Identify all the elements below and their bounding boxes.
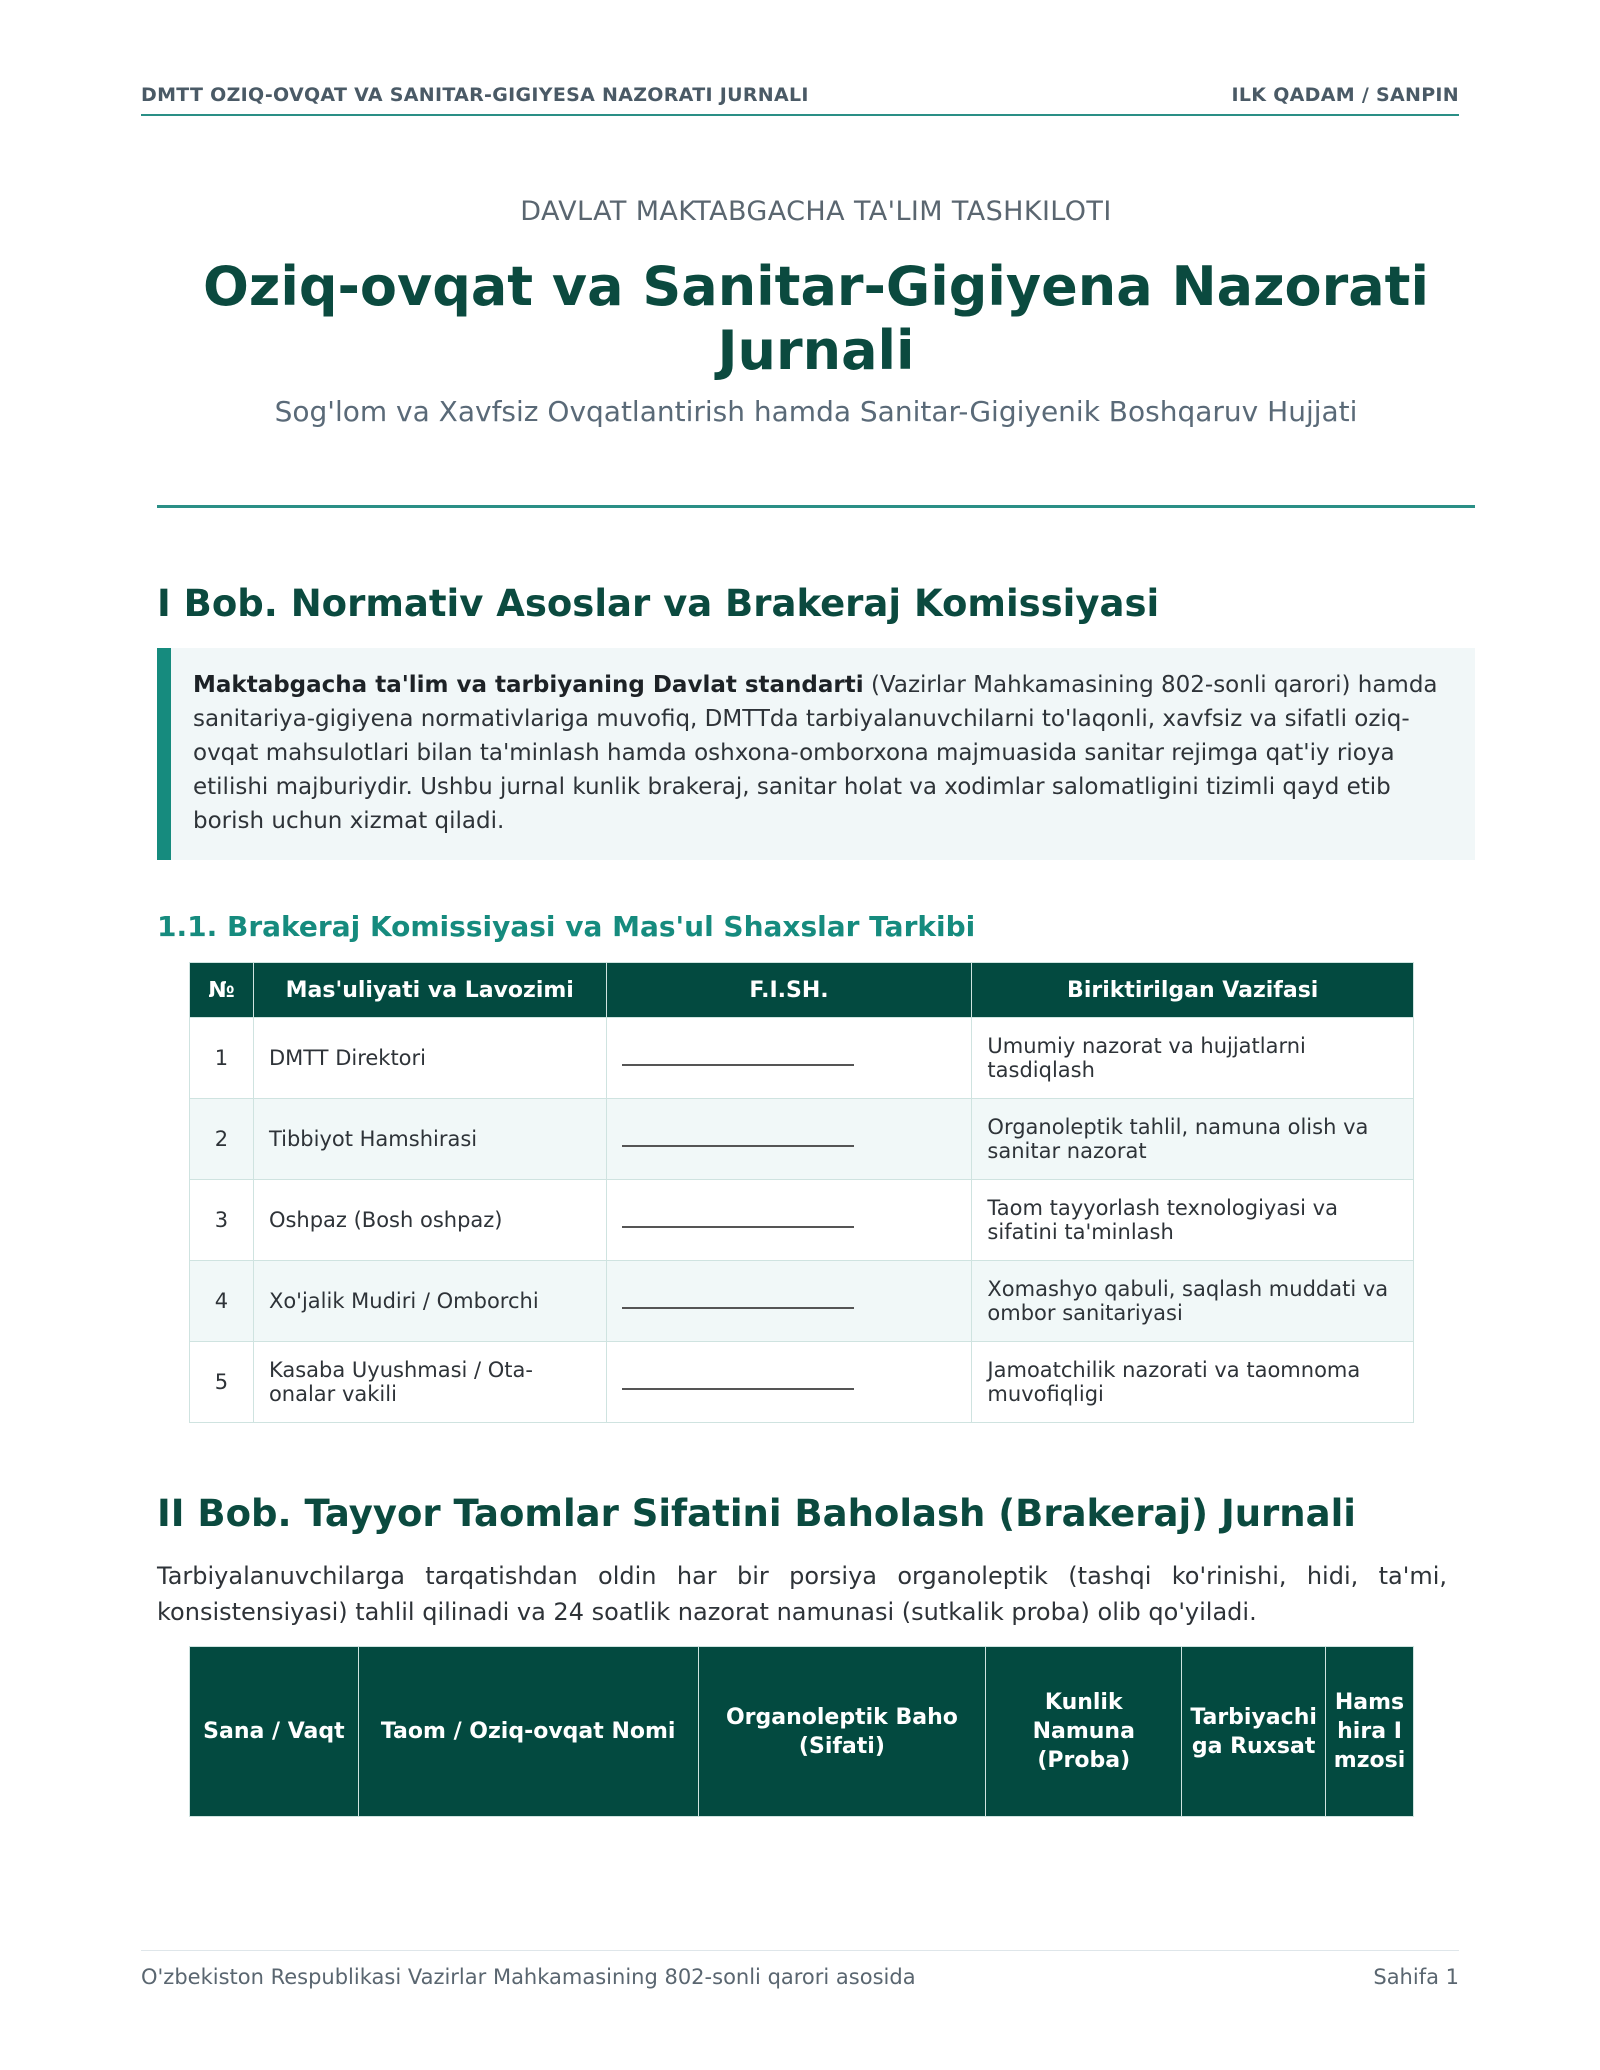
running-header-tag: ILK QADAM / SANPIN <box>1231 84 1459 106</box>
signature-line <box>622 1307 854 1309</box>
table-row <box>190 1342 1414 1423</box>
table-row <box>190 1099 1414 1180</box>
table-row <box>190 1261 1414 1342</box>
page-subtitle: Sog'lom va Xavfsiz Ovqatlantirish hamda Sanitar-Gigiyenik Boshqaruv Hujjati <box>274 395 1358 428</box>
row-number: 1 <box>190 1018 254 1099</box>
row-role: Oshpaz (Bosh oshpaz) <box>253 1180 606 1261</box>
row-duty: Taom tayyorlash texnologiyasi va sifatini ta'minlash <box>972 1180 1414 1261</box>
page-footer <box>141 1950 1459 1989</box>
name-field[interactable] <box>606 1180 972 1261</box>
col-header-dish: Taom / Oziq-ovqat Nomi <box>358 1647 698 1817</box>
chapter-2-heading: II Bob. Tayyor Taomlar Sifatini Baholash (Brakeraj) Jurnali <box>157 1492 1356 1535</box>
brakeraj-table-header <box>190 1647 1414 1817</box>
organization-name: DAVLAT MAKTABGACHA TA'LIM TASHKILOTI <box>520 196 1112 227</box>
running-header <box>141 84 1459 116</box>
row-duty: Xomashyo qabuli, saqlash muddati va ombor sanitariyasi <box>972 1261 1414 1342</box>
name-field[interactable] <box>606 1099 972 1180</box>
row-role: Xo'jalik Mudiri / Omborchi <box>253 1261 606 1342</box>
col-header-permission: Tarbiyachiga Ruxsat <box>1182 1647 1326 1817</box>
chapter-2-intro: Tarbiyalanuvchilarga tarqatishdan oldin har bir porsiya organoleptik (tashqi ko'rinishi, hidi, ta'mi, konsistensiyasi) tahlil qilinadi va 24 soatlik nazorat namunasi (sutkalik proba) olib qo'yiladi. <box>157 1562 1447 1626</box>
note-text: (Vazirlar Mahkamasining 802-sonli qarori) hamda sanitariya-gigiyena normativlariga muvofiq, DMTTda tarbiyalanuvchilarni to'laqonli, xavfsiz va sifatli oziq-ovqat mahsulotlari bilan ta'minlash hamda oshxona-omborxona majmuasida sanitar rejimga qat'iy rioya etilishi majburiydir. Ushbu jurnal kunlik brakeraj, sanitar holat va xodimlar salomatligini tizimli qayd etib borish uchun xizmat qiladi. <box>193 672 1438 834</box>
signature-line <box>622 1145 854 1147</box>
page-title: Oziq-ovqat va Sanitar-Gigiyena Nazorati Jurnali <box>203 255 1429 382</box>
row-number: 2 <box>190 1099 254 1180</box>
row-duty: Organoleptik tahlil, namuna olish va sanitar nazorat <box>972 1099 1414 1180</box>
brakeraj-log-table <box>189 1646 1414 1817</box>
title-block <box>157 196 1475 428</box>
signature-line <box>622 1064 854 1066</box>
table-row <box>190 1180 1414 1261</box>
row-duty: Umumiy nazorat va hujjatlarni tasdiqlash <box>972 1018 1414 1099</box>
page-number: Sahifa 1 <box>1373 1965 1459 1989</box>
name-field[interactable] <box>606 1342 972 1423</box>
signature-line <box>622 1388 854 1390</box>
col-header-role: Mas'uliyati va Lavozimi <box>253 963 606 1018</box>
note-bold-text: Maktabgacha ta'lim va tarbiyaning Davlat standarti <box>193 672 864 698</box>
col-header-sample: Kunlik Namuna (Proba) <box>986 1647 1182 1817</box>
row-number: 3 <box>190 1180 254 1261</box>
col-header-organoleptic: Organoleptik Baho (Sifati) <box>698 1647 986 1817</box>
row-role: Kasaba Uyushmasi / Ota-onalar vakili <box>253 1342 606 1423</box>
running-header-title: DMTT OZIQ-OVQAT VA SANITAR-GIGIYESA NAZORATI JURNALI <box>141 84 809 106</box>
row-role: Tibbiyot Hamshirasi <box>253 1099 606 1180</box>
col-header-number: № <box>190 963 254 1018</box>
col-header-name: F.I.SH. <box>606 963 972 1018</box>
commission-table <box>189 962 1414 1423</box>
table-row <box>190 1018 1414 1099</box>
name-field[interactable] <box>606 1018 972 1099</box>
section-1-1-heading: 1.1. Brakeraj Komissiyasi va Mas'ul Shaxslar Tarkibi <box>157 910 976 943</box>
row-duty: Jamoatchilik nazorati va taomnoma muvofiqligi <box>972 1342 1414 1423</box>
title-divider <box>157 505 1475 508</box>
row-role: DMTT Direktori <box>253 1018 606 1099</box>
chapter-1-heading: I Bob. Normativ Asoslar va Brakeraj Komissiyasi <box>157 582 1160 625</box>
col-header-duty: Biriktirilgan Vazifasi <box>972 963 1414 1018</box>
normative-note <box>157 648 1475 860</box>
footer-source: O'zbekiston Respublikasi Vazirlar Mahkamasining 802-sonli qarori asosida <box>141 1965 916 1989</box>
name-field[interactable] <box>606 1261 972 1342</box>
row-number: 5 <box>190 1342 254 1423</box>
signature-line <box>622 1226 854 1228</box>
col-header-date: Sana / Vaqt <box>190 1647 359 1817</box>
row-number: 4 <box>190 1261 254 1342</box>
col-header-nurse-signature: Hamshira Imzosi <box>1326 1647 1414 1817</box>
commission-table-header <box>190 963 1414 1018</box>
